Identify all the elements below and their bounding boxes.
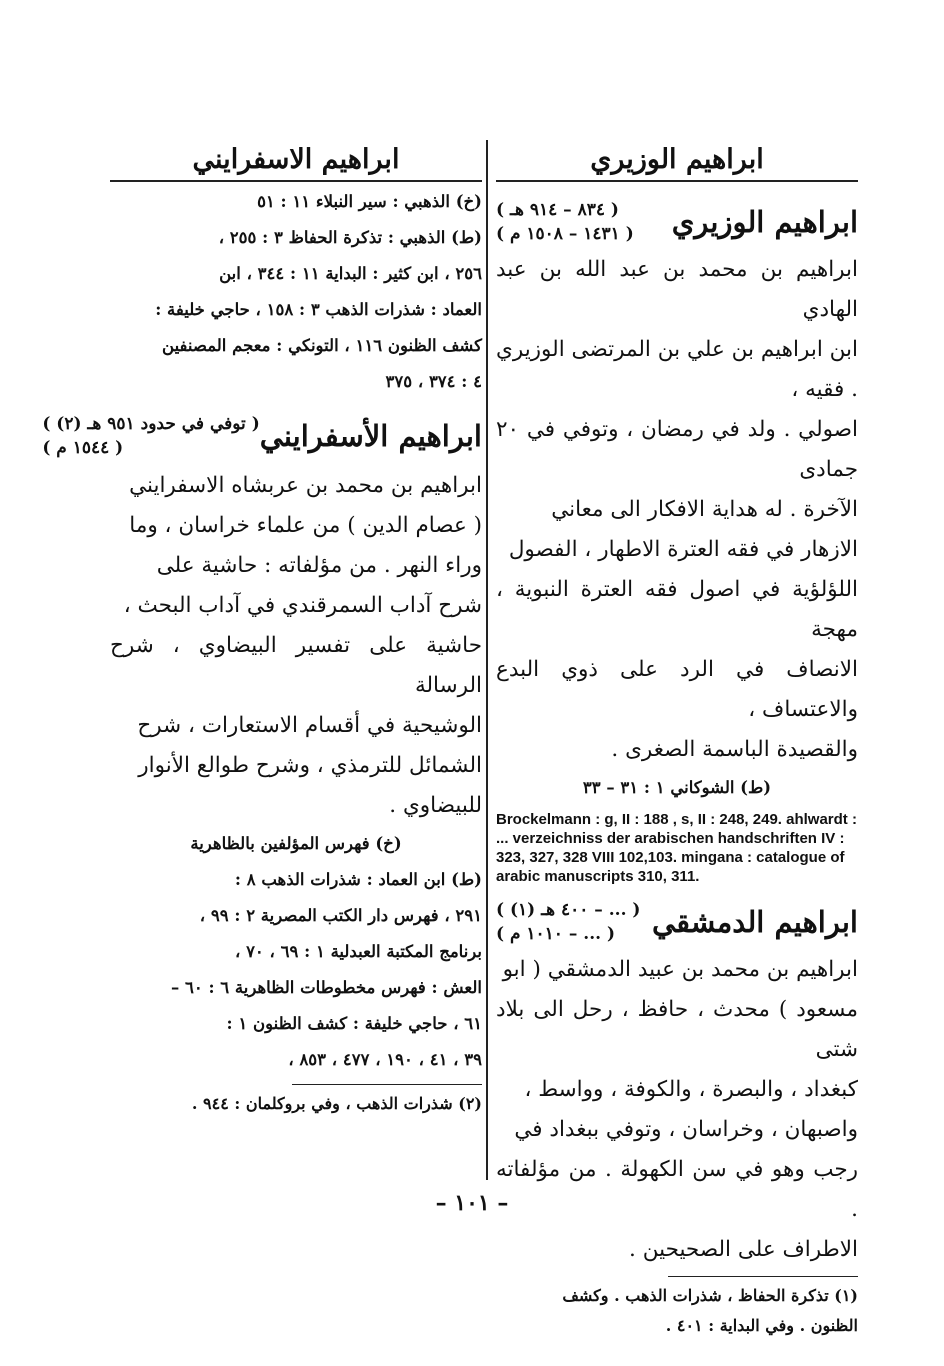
sources-block bbox=[110, 184, 482, 400]
sources-block bbox=[110, 826, 482, 1078]
source-line: (ط) ابن العماد : شذرات الذهب ٨ : bbox=[234, 870, 482, 889]
column-divider bbox=[486, 140, 488, 1180]
footnote-rule bbox=[668, 1276, 858, 1277]
body-line: ابراهيم بن محمد بن عبيد الدمشقي ( ابو bbox=[502, 957, 858, 982]
latin-references: Brockelmann : g, II : 188 , s, II : 248, 249. ahlwardt : ... verzeichniss der arabischen handschriften IV : 323, 327, 328 VIII 102,103. mingana : catalogue of arabic manuscripts 310, 311. bbox=[496, 811, 857, 885]
body-line: شرح آداب السمرقندي في آداب البحث ، bbox=[123, 593, 482, 618]
body-line: مسعود ) محدث ، حافظ ، رحل الى بلاد شتى bbox=[496, 997, 858, 1062]
footnote bbox=[496, 1281, 858, 1341]
body-line: ابراهيم بن محمد بن عربشاه الاسفرايني bbox=[129, 473, 482, 498]
footnote bbox=[110, 1089, 482, 1119]
source-line: ٢٩١ ، فهرس دار الكتب المصرية ٢ : ٩٩ ، bbox=[199, 906, 482, 925]
body-line: الاطراف على الصحيحين . bbox=[629, 1237, 858, 1262]
source-line: العش : فهرس مخطوطات الظاهرية ٦ : ٦٠ – bbox=[170, 978, 482, 997]
body-line: كبغداد ، والبصرة ، والكوفة ، وواسط ، bbox=[524, 1077, 858, 1102]
footnote-line: (٢) شذرات الذهب ، وفي بروكلمان : ٩٤٤ . bbox=[191, 1094, 482, 1113]
source-line: ٢٥٦ ، ابن كثير : البداية ١١ : ٣٤٤ ، ابن bbox=[219, 264, 482, 283]
running-head-right: ابراهيم الوزيري bbox=[590, 144, 764, 175]
body-line: رجب وهو في سن الكهولة . من مؤلفاته . bbox=[496, 1157, 858, 1222]
entry-heading-isfaraini bbox=[42, 412, 482, 460]
source-line: ٤ : ٣٧٤ ، ٣٧٥ bbox=[385, 372, 482, 391]
body-line: الوشيحية في أقسام الاستعارات ، شرح bbox=[137, 713, 482, 738]
footnote-line: (١) تذكرة الحفاظ ، شذرات الذهب . وكشف bbox=[562, 1286, 858, 1305]
entry-body bbox=[496, 250, 858, 770]
source-line: (خ) الذهبي : سير النبلاء ١١ : ٥١ bbox=[257, 192, 482, 211]
right-column bbox=[496, 140, 858, 1341]
body-line: الآخرة . له هداية الافكار الى معاني bbox=[551, 497, 858, 522]
body-line: الانصاف في الرد على ذوي البدع والاعتساف ، bbox=[496, 657, 858, 722]
dates-gregorian: ( ١٤٣١ – ١٥٠٨ م ) bbox=[496, 224, 634, 244]
entry-name: ابراهيم الدمشقي bbox=[652, 905, 858, 939]
body-line: والقصيدة الباسمة الصغرى . bbox=[611, 737, 858, 762]
source-line: ٦١ ، حاجي خليفة : كشف الظنون ١ : bbox=[226, 1014, 482, 1033]
running-head-left: ابراهيم الاسفرايني bbox=[192, 144, 400, 175]
entry-heading-wazir bbox=[496, 198, 858, 246]
dates-gregorian: ( ١٥٤٤ م ) bbox=[42, 438, 124, 458]
body-line: اصولي . ولد في رمضان ، وتوفي في ٢٠ جمادى bbox=[496, 417, 858, 482]
entry-dates bbox=[496, 198, 634, 246]
body-line: اللؤلؤية في اصول فقه العترة النبوية ، مهجة bbox=[496, 577, 858, 642]
entry-source: (ط) الشوكاني ١ : ٣١ – ٣٣ bbox=[582, 778, 772, 797]
entry-dates bbox=[496, 898, 640, 946]
body-line: الازهار في فقه العترة الاطهار ، الفصول bbox=[508, 537, 858, 562]
dates-hijri: ( ... – ٤٠٠ هـ (١) ) bbox=[496, 900, 641, 920]
entry-name: ابراهيم الأسفرايني bbox=[259, 419, 482, 453]
entry-body bbox=[496, 950, 858, 1270]
page-number: – ١٠١ – bbox=[435, 1190, 509, 1216]
source-line: (خ) فهرس المؤلفين بالظاهرية bbox=[190, 834, 402, 853]
footnote-rule bbox=[292, 1084, 482, 1085]
body-line: واصبهان ، وخراسان ، وتوفي ببغداد في bbox=[514, 1117, 858, 1142]
entry-dates bbox=[42, 412, 259, 460]
entry-name: ابراهيم الوزيري bbox=[671, 205, 858, 239]
body-line: للبيضاوي . bbox=[389, 793, 482, 818]
source-line: كشف الظنون ١١٦ ، التونكي : معجم المصنفين bbox=[162, 336, 482, 355]
body-line: ( عصام الدين ) من علماء خراسان ، وما bbox=[129, 513, 482, 538]
left-column bbox=[42, 140, 482, 1119]
body-line: ابراهيم بن محمد بن عبد الله بن عبد الهادي bbox=[496, 257, 858, 322]
source-line: (ط) الذهبي : تذكرة الحفاظ ٣ : ٢٥٥ ، bbox=[218, 228, 482, 247]
entry-body bbox=[110, 466, 482, 826]
entry-heading-dimashqi bbox=[496, 898, 858, 946]
body-line: وراء النهر . من مؤلفاته : حاشية على bbox=[156, 553, 482, 578]
source-line: ٣٩ ، ٤١ ، ١٩٠ ، ٤٧٧ ، ٨٥٣ ، bbox=[288, 1050, 482, 1069]
body-line: ابن ابراهيم بن علي بن المرتضى الوزيري . فقيه ، bbox=[496, 337, 858, 402]
dates-gregorian: ( ... – ١٠١٠ م ) bbox=[496, 924, 615, 944]
footnote-line: الظنون . وفي البداية : ٤٠١ . bbox=[665, 1316, 858, 1335]
source-line: العماد : شذرات الذهب ٣ : ١٥٨ ، حاجي خليفة : bbox=[155, 300, 482, 319]
dates-hijri: ( توفي في حدود ٩٥١ هـ (٢) ) bbox=[42, 414, 260, 434]
body-line: الشمائل للترمذي ، وشرح طوالع الأنوار bbox=[138, 753, 482, 778]
body-line: حاشية على تفسير البيضاوي ، شرح الرسالة bbox=[110, 633, 482, 698]
dates-hijri: ( ٨٣٤ – ٩١٤ هـ ) bbox=[496, 200, 619, 220]
source-line: برنامج المكتبة العبدلية ١ : ٦٩ ، ٧٠ ، bbox=[234, 942, 482, 961]
